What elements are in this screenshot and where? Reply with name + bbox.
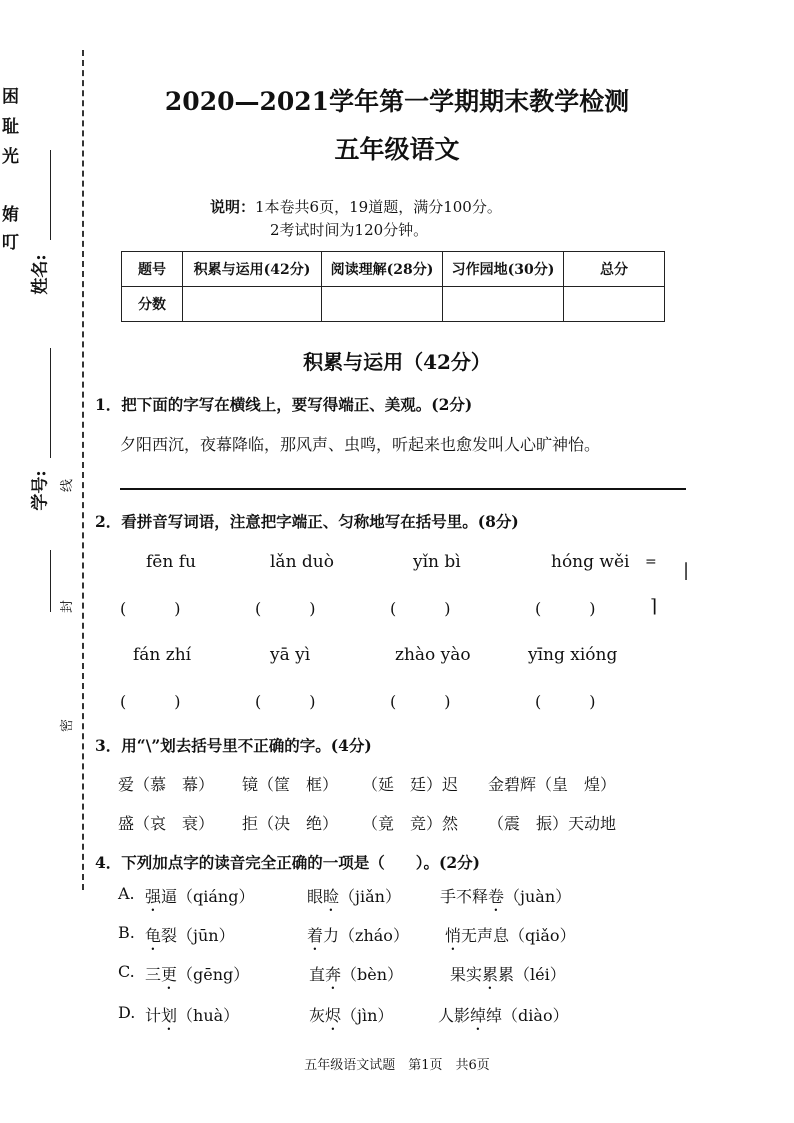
option-word-2: 着力（zháo） — [307, 926, 409, 945]
option-word-2: 直奔（bèn） — [309, 965, 404, 984]
score-table-header-row — [122, 252, 665, 287]
pinyin: yā yì — [270, 645, 311, 665]
answer-bracket[interactable]: ( ) — [120, 692, 181, 711]
stray-mark: = — [645, 554, 657, 570]
exam-subtitle: 五年级语文 — [334, 135, 460, 164]
option-word-2: 眼睑（jiǎn） — [307, 887, 401, 906]
option-label: A. — [118, 884, 135, 903]
answer-bracket[interactable]: ( ) — [255, 692, 316, 711]
stray-mark: ⌉ — [650, 596, 658, 617]
score-table-row — [122, 287, 665, 322]
seal-char-seal: 封 — [60, 599, 76, 614]
q3-item: 拒（决 绝） — [242, 814, 339, 833]
pinyin: yǐn bì — [413, 552, 461, 572]
q3-item: 金碧辉（皇 煌） — [488, 775, 617, 794]
section-title: 积累与运用（42分） — [303, 350, 491, 374]
note-line-2: 2考试时间为120分钟。 — [270, 221, 429, 239]
strip-fragment: 姷 — [2, 205, 19, 225]
option-label: B. — [118, 923, 135, 942]
q3-item: 爱（慕 幕） — [118, 775, 215, 794]
score-cell[interactable] — [183, 287, 322, 322]
score-table-header: 习作园地(30分) — [443, 252, 564, 287]
pinyin: hóng wěi — [551, 552, 630, 572]
pinyin: yīng xióng — [528, 645, 618, 665]
option-word-1: 强逼（qiáng） — [145, 887, 255, 906]
answer-bracket[interactable]: ( ) — [390, 692, 451, 711]
option-word-3: 手不释卷（juàn） — [440, 887, 572, 906]
q3-title: 3．用“\”划去括号里不正确的字。(4分) — [95, 736, 372, 755]
q3-item: （延 廷）迟 — [362, 775, 459, 794]
score-cell[interactable] — [564, 287, 665, 322]
pinyin: zhào yào — [395, 645, 471, 665]
pinyin: lǎn duò — [270, 552, 334, 572]
id-label: 学号: — [30, 470, 51, 511]
seal-char-line: 线 — [60, 478, 76, 493]
option-label: D. — [118, 1003, 136, 1022]
score-cell[interactable] — [443, 287, 564, 322]
q4-title: 4．下列加点字的读音完全正确的一项是（ ）。(2分) — [95, 853, 480, 872]
strip-fragment: 叮 — [2, 233, 19, 253]
name-label: 姓名: — [30, 254, 51, 295]
option-word-1: 龟裂（jūn） — [145, 926, 235, 945]
option-word-2: 灰烬（jìn） — [309, 1006, 394, 1025]
strip-fragment: 困 — [2, 87, 19, 107]
option-label: C. — [118, 962, 135, 981]
pinyin: fán zhí — [133, 645, 192, 665]
page-footer: 五年级语文试题 第1页 共6页 — [304, 1058, 490, 1073]
q3-item: 盛（哀 衰） — [118, 814, 215, 833]
option-word-3: 悄无声息（qiǎo） — [445, 926, 576, 945]
q1-answer-line[interactable] — [120, 488, 686, 490]
binding-dashed-line — [82, 50, 84, 890]
extra-write-line — [50, 550, 51, 612]
score-cell[interactable] — [322, 287, 443, 322]
stray-mark: | — [683, 560, 690, 581]
q1-title: 1．把下面的字写在横线上，要写得端正、美观。(2分) — [95, 395, 473, 414]
q3-item: 镜（筐 框） — [242, 775, 339, 794]
option-word-3: 人影绰绰（diào） — [438, 1006, 569, 1025]
answer-bracket[interactable]: ( ) — [120, 599, 181, 618]
q1-text: 夕阳西沉，夜幕降临，那风声、虫鸣，听起来也愈发叫人心旷神怡。 — [120, 435, 601, 454]
score-table-header: 积累与运用(42分) — [183, 252, 322, 287]
answer-bracket[interactable]: ( ) — [535, 692, 596, 711]
strip-fragment: 耻 — [2, 117, 19, 137]
score-table-header: 题号 — [122, 252, 183, 287]
strip-fragment: 光 — [2, 147, 19, 167]
score-table — [121, 251, 665, 322]
answer-bracket[interactable]: ( ) — [390, 599, 451, 618]
pinyin: fēn fu — [146, 552, 196, 572]
note-line-1 — [210, 196, 502, 217]
option-word-1: 计划（huà） — [145, 1006, 240, 1025]
q3-item: （竟 竞）然 — [362, 814, 459, 833]
score-table-header: 总分 — [564, 252, 665, 287]
answer-bracket[interactable]: ( ) — [255, 599, 316, 618]
q2-title: 2．看拼音写词语，注意把字端正、匀称地写在括号里。(8分) — [95, 512, 519, 531]
note-text-1: 1本卷共6页，19道题，满分100分。 — [255, 198, 502, 216]
answer-bracket[interactable]: ( ) — [535, 599, 596, 618]
q3-item: （震 振）天动地 — [488, 814, 617, 833]
note-label: 说明： — [210, 198, 256, 216]
exam-title: 2020—2021学年第一学期期末教学检测 — [164, 87, 630, 116]
seal-char-secret: 密 — [60, 718, 76, 733]
score-table-header: 阅读理解(28分) — [322, 252, 443, 287]
option-word-1: 三更（gēng） — [145, 965, 250, 984]
option-word-3: 果实累累（léi） — [450, 965, 566, 984]
score-row-label: 分数 — [122, 287, 183, 322]
